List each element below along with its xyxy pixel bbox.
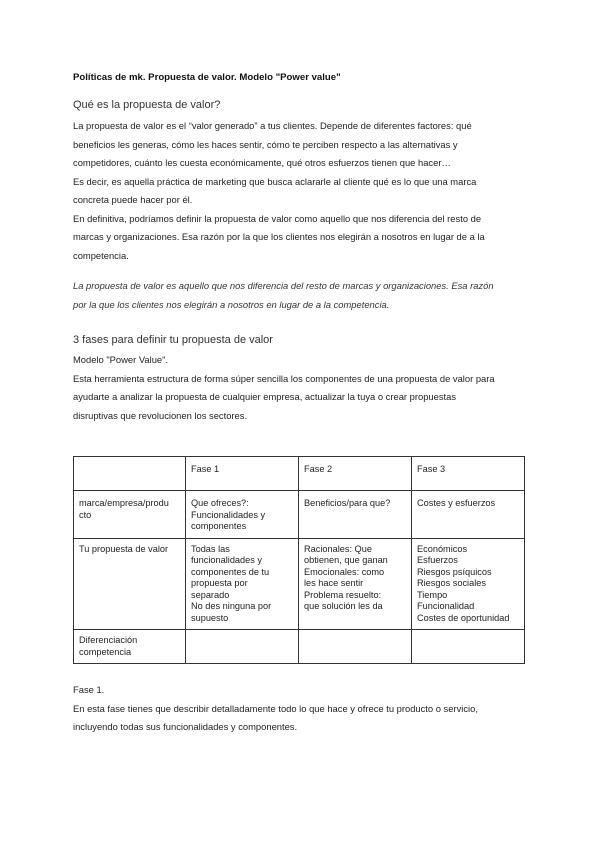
table-cell — [299, 491, 412, 539]
text-line: incluyendo todas sus funcionalidades y componentes. — [73, 721, 298, 732]
cell-line: Que ofreces?: — [191, 498, 249, 508]
cell-line: Todas las — [191, 543, 230, 554]
text-line: Es decir, es aquella práctica de marketing que busca aclararle al cliente qué es lo que una marca — [73, 175, 477, 187]
italic-quote — [73, 276, 533, 314]
cell-line: Tu propuesta de valor — [79, 543, 169, 554]
cell-line: Costes y esfuerzos — [417, 498, 496, 508]
text-line: Esta herramienta estructura de forma súper sencilla los componentes de una propuesta de valor para — [73, 372, 495, 384]
cell-line: competencia — [79, 646, 132, 657]
quote-line: por la que los clientes nos elegirán a nosotros en lugar de a la competencia. — [73, 299, 390, 310]
table-header-cell: Fase 3 — [412, 457, 525, 491]
section-heading-value-proposition: Qué es la propuesta de valor? — [73, 99, 221, 111]
text-line: Fase 1. — [73, 684, 105, 695]
text-line: marcas y organizaciones. Esa razón por la que los clientes nos elegirán a nosotros en lugar de a la — [73, 231, 485, 242]
cell-line: No des ninguna por — [191, 601, 272, 611]
section-heading-three-phases: 3 fases para definir tu propuesta de valor — [73, 334, 273, 346]
cell-line: supuesto — [191, 612, 229, 623]
cell-line: funcionalidades y — [191, 555, 262, 565]
cell-line: Racionales: Que — [304, 543, 372, 554]
table-header-cell: Fase 1 — [186, 457, 299, 491]
table-header-cell: Fase 2 — [299, 457, 412, 491]
document-title: Políticas de mk. Propuesta de valor. Modelo "Power value" — [73, 72, 341, 83]
cell-line: Funcionalidad — [417, 601, 475, 611]
table-cell — [412, 491, 525, 539]
cell-line: Diferenciación — [79, 635, 138, 645]
cell-line: Costes de oportunidad — [417, 612, 510, 623]
text-line: En definitiva, podríamos definir la propuesta de valor como aquello que nos diferencia del resto de — [73, 212, 482, 224]
text-line: La propuesta de valor es el “valor generado” a tus clientes. Depende de diferentes factores: qué — [73, 120, 472, 131]
cell-line: Económicos — [417, 543, 468, 554]
cell-line: Tiempo — [417, 589, 448, 600]
quote-line: La propuesta de valor es aquello que nos diferencia del resto de marcas y organizaciones. Esa razón — [73, 280, 494, 291]
cell-line: separado — [191, 589, 230, 600]
text-line: ayudarte a analizar la propuesta de cualquier empresa, actualizar la tuya o crear propuestas — [73, 391, 457, 402]
table-header-cell — [74, 457, 186, 491]
cell-line: Emocionales: como — [304, 566, 385, 577]
cell-line: cto — [79, 509, 92, 520]
table-row — [74, 538, 525, 630]
table-row — [74, 630, 525, 664]
table-row-label — [74, 630, 186, 664]
paragraph-value-proposition — [73, 117, 533, 265]
cell-line: marca/empresa/produ — [79, 498, 169, 508]
text-line: En esta fase tienes que describir detalladamente todo lo que hace y ofrece tu producto o servicio, — [73, 702, 478, 714]
cell-line: obtienen, que ganan — [304, 555, 388, 565]
cell-line: que solución les da — [304, 601, 383, 611]
table-cell — [186, 630, 299, 664]
table-cell — [299, 538, 412, 630]
cell-line: les hace sentir — [304, 578, 364, 588]
cell-line: Riesgos sociales — [417, 578, 486, 588]
table-cell — [186, 491, 299, 539]
paragraph-power-value — [73, 351, 533, 425]
table-row-label — [74, 491, 186, 539]
cell-line: Beneficios/para que? — [304, 498, 391, 508]
cell-line: Riesgos psíquicos — [417, 566, 492, 577]
cell-line: componentes — [191, 521, 247, 531]
text-line: Modelo "Power Value". — [73, 354, 169, 365]
table-cell — [412, 538, 525, 630]
table-row — [74, 491, 525, 539]
text-line: competencia. — [73, 249, 129, 261]
text-line: beneficios les generas, cómo les haces sentir, cómo te perciben respecto a las alternativas y — [73, 138, 458, 150]
text-line: concreta puede hacer por él. — [73, 194, 193, 205]
cell-line: Funcionalidades y — [191, 509, 266, 520]
cell-line: propuesta por — [191, 578, 248, 588]
cell-line: Esfuerzos — [417, 555, 458, 565]
table-cell — [186, 538, 299, 630]
table-header-row — [74, 457, 525, 491]
table-cell — [412, 630, 525, 664]
power-value-table — [73, 456, 525, 664]
text-line: competidores, cuánto les cuesta económicamente, qué otros esfuerzos tienen que hacer… — [73, 157, 451, 168]
text-line: disruptivas que revolucionen los sectores. — [73, 409, 248, 421]
cell-line: componentes de tu — [191, 566, 270, 577]
paragraph-phase-1 — [73, 681, 533, 737]
table-row-label — [74, 538, 186, 630]
table-cell — [299, 630, 412, 664]
cell-line: Problema resuelto: — [304, 589, 382, 600]
